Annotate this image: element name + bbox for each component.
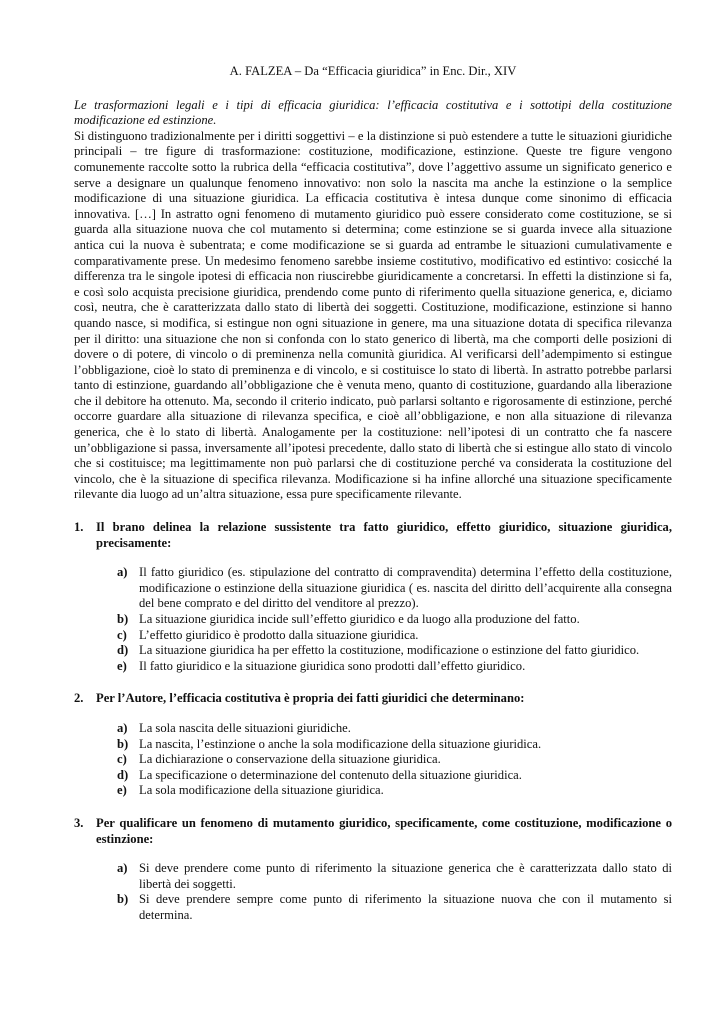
- option-letter: c): [117, 752, 127, 767]
- answer-option: [117, 768, 672, 784]
- option-text: Il fatto giuridico (es. stipulazione del contratto di compravendita) determina l’effetto della costituzione, modificazione o estinzione della situazione giuridica ( es. nascita del diritto dell’acquirente alla consegna del bene comprato e del diritto del venditore al prezzo).: [139, 565, 672, 611]
- question: [74, 816, 672, 847]
- option-letter: e): [117, 783, 127, 798]
- question-block: [74, 520, 672, 674]
- answer-option: [117, 643, 672, 659]
- option-letter: b): [117, 612, 129, 626]
- document-page: [74, 64, 672, 924]
- question-text: Per qualificare un fenomeno di mutamento giuridico, specificamente, come costituzione, modificazione o estinzione:: [96, 815, 672, 846]
- question: [74, 691, 672, 707]
- option-letter: a): [117, 565, 128, 580]
- question-number: 3.: [74, 815, 84, 830]
- option-text: La nascita, l’estinzione o anche la sola modificazione della situazione giuridica.: [139, 736, 542, 751]
- option-text: La situazione giuridica incide sull’effetto giuridico e da luogo alla produzione del fatto.: [139, 612, 580, 626]
- question-number: 1.: [74, 520, 84, 535]
- question: [74, 520, 672, 551]
- passage-subtitle: Le trasformazioni legali e i tipi di efficacia giuridica: l’efficacia costitutiva e i sottotipi della costituzione modificazione ed estinzione.: [74, 97, 672, 128]
- option-letter: c): [117, 627, 127, 642]
- passage-text: Si distinguono tradizionalmente per i diritti soggettivi – e la distinzione si può estendere a tutte le situazioni giuridiche principali – tre figure di trasformazione: costituzione, modificazione, estinzione. Queste tre figure vengono comunemente raccolte sotto la rubrica della “efficacia costitutiva”, dove l’aggettivo assume un significato generico e serve a designare un qualunque fenomeno innovativo: non solo la nascita ma anche la estinzione o la semplice modificazione di una situazione giuridica. La efficacia costitutiva è intesa dunque come sinonimo di efficacia innovativa. […] In astratto ogni fenomeno di mutamento giuridico può essere considerato come costituzione, se si guarda alla situazione nuova che col mutamento si determina; come estinzione se si guarda invece alla situazione antica cui la nuova è subentrata; e come modificazione se si guarda ad entrambe le situazioni cumulativamente e comparativamente prese. Un medesimo fenomeno sarebbe insieme costitutivo, modificativo ed estintivo: cosicché la differenza tra le singole ipotesi di efficacia non riuscirebbe giuridicamente a concretarsi. In effetti la distinzione si fa, e così solo acquista precisione giuridica, prendendo come punto di riferimento quella situazione generica, e, diciamo così, neutra, che è caratterizzata dallo stato di libertà dei soggetti. Costituzione, modificazione, estinzione si hanno quando nasce, si modifica, si estingue non ogni situazione in genere, ma una situazione dotata di specifica rilevanza per il diritto: una situazione che non si confonda con lo stato generico di libertà, ma che comporti delle posizioni di dovere o di potere, di vincolo o di preminenza nella comunità giuridica. Al verificarsi dell’adempimento si estingue l’obbligazione, cioè lo stato di preminenza e di vincolo, e si costituisce lo stato di libertà. In astratto potrebbe parlarsi tanto di estinzione, guardando all’obbligazione che è venuta meno, quanto di costituzione, guardando alla liberazione che il debitore ha ottenuto. Ma, secondo il criterio indicato, può parlarsi soltanto e rigorosamente di estinzione, perché occorre guardare alla situazione di rilevanza specifica, e cioè all’obbligazione, e non alla situazione di rilevanza generica, che è lo stato di libertà. Analogamente per la costituzione: nell’ipotesi di un contratto che fa nascere un’obbligazione si passa, inversamente all’ipotesi precedente, dallo stato di libertà che si estingue allo stato di vincolo che si costituisce; ma legittimamente non può parlarsi che di costituzione perché va considerata la costituzione del vincolo, che è la situazione di specifica rilevanza. Modificazione si ha infine allorché una situazione specificamente rilevante dia luogo ad un’altra situazione, essa pure specificamente rilevante.: [74, 128, 672, 502]
- question-text: Per l’Autore, l’efficacia costitutiva è propria dei fatti giuridici che determinano:: [96, 691, 525, 706]
- answer-option: [117, 892, 672, 923]
- question-number: 2.: [74, 691, 84, 706]
- option-letter: d): [117, 767, 129, 782]
- option-text: Il fatto giuridico e la situazione giuridica sono prodotti dall’effetto giuridico.: [139, 658, 526, 673]
- option-text: La sola nascita delle situazioni giuridiche.: [139, 720, 351, 735]
- option-text: La sola modificazione della situazione giuridica.: [139, 783, 384, 798]
- answer-option: [117, 783, 672, 799]
- question-block: [74, 816, 672, 924]
- option-text: Si deve prendere sempre come punto di riferimento la situazione nuova che con il mutamento si determina.: [139, 892, 672, 922]
- answer-option: [117, 737, 672, 753]
- question-text: Il brano delinea la relazione sussistente tra fatto giuridico, effetto giuridico, situazione giuridica, precisamente:: [96, 520, 672, 550]
- option-letter: a): [117, 720, 128, 735]
- option-text: Si deve prendere come punto di riferimento la situazione generica che è caratterizzata dallo stato di libertà dei soggetti.: [139, 861, 672, 891]
- option-letter: b): [117, 736, 129, 751]
- option-text: La situazione giuridica ha per effetto la costituzione, modificazione o estinzione del fatto giuridico.: [139, 643, 640, 658]
- question-block: [74, 691, 672, 799]
- answer-option: [117, 861, 672, 892]
- answer-options: [74, 721, 672, 799]
- answer-option: [117, 752, 672, 768]
- answer-option: [117, 565, 672, 612]
- option-text: La specificazione o determinazione del contenuto della situazione giuridica.: [139, 767, 522, 782]
- answer-option: [117, 721, 672, 737]
- answer-option: [117, 612, 672, 628]
- option-letter: e): [117, 658, 127, 673]
- answer-option: [117, 659, 672, 675]
- answer-option: [117, 628, 672, 644]
- answer-options: [74, 565, 672, 674]
- option-text: L’effetto giuridico è prodotto dalla situazione giuridica.: [139, 627, 419, 642]
- option-letter: b): [117, 892, 129, 907]
- document-title: A. FALZEA – Da “Efficacia giuridica” in Enc. Dir., XIV: [229, 64, 517, 78]
- answer-options: [74, 861, 672, 923]
- option-text: La dichiarazione o conservazione della situazione giuridica.: [139, 752, 441, 767]
- option-letter: d): [117, 643, 129, 658]
- option-letter: a): [117, 861, 128, 876]
